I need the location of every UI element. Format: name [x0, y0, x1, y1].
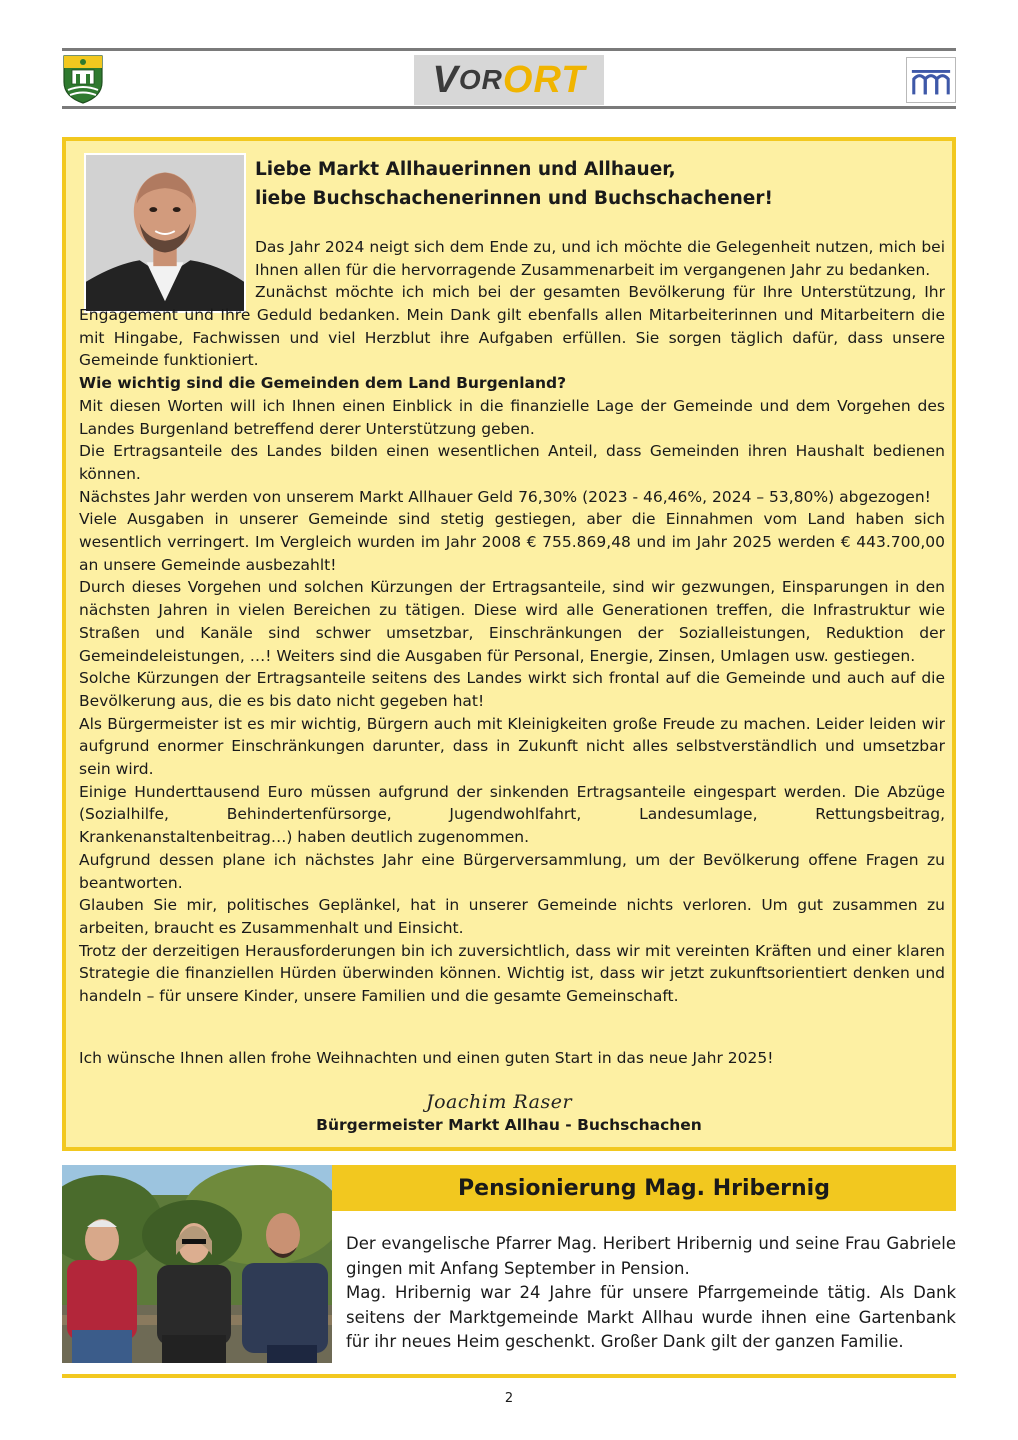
footer-rule — [62, 1374, 956, 1378]
handwritten-signature: Joachim Raser — [426, 1091, 573, 1113]
signer-title: Bürgermeister Markt Allhau - Buchschachen — [316, 1116, 702, 1134]
letter-paragraph: Solche Kürzungen der Ertragsanteile seitens des Landes wirkt sich frontal auf die Gemeinde und auch auf die Bevölkerung aus, die es bis dato nicht gegeben hat! — [79, 669, 945, 710]
intro-paragraph: Das Jahr 2024 neigt sich dem Ende zu, und ich möchte die Gelegenheit nutzen, mich bei Ihnen allen für die hervorragende Zusammenarbeit im vergangenen Jahr zu bedanken. — [255, 238, 945, 279]
letter-intro — [255, 236, 945, 304]
brand-vor-v: V — [432, 58, 459, 101]
letter-paragraph: Mit diesen Worten will ich Ihnen einen Einblick in die finanzielle Lage der Gemeinde und dem Vorgehen des Landes Burgenland betreffend derer Unterstützung geben. — [79, 396, 945, 438]
letter-paragraph: Nächstes Jahr werden von unserem Markt Allhauer Geld 76,30% (2023 - 46,46%, 2024 – 53,80%) abgezogen! — [79, 487, 931, 506]
news-body — [346, 1232, 956, 1355]
intro-paragraph-2: Zunächst möchte ich mich bei der gesamten Bevölkerung für Ihre Unterstützung, Ihr — [255, 283, 945, 302]
letter-paragraph: Einige Hunderttausend Euro müssen aufgrund der sinkenden Ertragsanteile eingespart werden. Die Abzüge (Sozialhilfe, Behindertenfürsorge, Jugendwohlfahrt, Landesumlage, Rettungsbeitrag, Krankenanstaltenbeitrag…) haben deutlich zugenommen. — [79, 782, 945, 847]
news-paragraph: Der evangelische Pfarrer Mag. Heribert Hribernig und seine Frau Gabriele gingen mit Anfang September in Pension. — [346, 1234, 956, 1278]
letter-body — [79, 304, 945, 1008]
mayor-portrait-photo — [84, 153, 246, 313]
letter-paragraph: Trotz der derzeitigen Herausforderungen bin ich zuversichtlich, dass wir mit vereinten Kräften und einer klaren Strategie die finanziellen Hürden überwinden können. Wichtig ist, dass wir jetzt zukunftsorientiert denken und handeln – für unsere Kinder, unsere Familien und die gesamte Gemeinschaft. — [79, 941, 945, 1006]
brand-vor-rest: OR — [458, 64, 503, 95]
letter-salutation — [255, 155, 945, 213]
vorort-logo — [414, 55, 604, 105]
salutation-line-1: Liebe Markt Allhauerinnen und Allhauer, — [255, 159, 676, 180]
news-headline: Pensionierung Mag. Hribernig — [458, 1175, 830, 1201]
header-top-rule — [62, 48, 956, 51]
letter-paragraph: Als Bürgermeister ist es mir wichtig, Bürgern auch mit Kleinigkeiten große Freude zu machen. Leider leiden wir aufgrund enormer Einschränkungen darunter, dass in Zukunft nicht alles selbstverständlich und umsetzbar sein wird. — [79, 714, 945, 779]
mayor-letter-box — [62, 137, 956, 1151]
header-bottom-rule — [62, 106, 956, 109]
news-headline-bar — [332, 1165, 956, 1211]
letter-paragraph: Aufgrund dessen plane ich nächstes Jahr eine Bürgerversammlung, um der Bevölkerung offene Fragen zu beantworten. — [79, 850, 945, 892]
letter-paragraph: Durch dieses Vorgehen und solchen Kürzungen der Ertragsanteile, sind wir gezwungen, Einsparungen in den nächsten Jahren in vielen Bereichen zu tätigen. Diese wird alle Generationen treffen, die Infrastruktur wie Straßen und Kanäle sind schwer umsetzbar, Einschränkungen der Sozialleistungen, Reduktion der Gemeindeleistungen, …! Weiters sind die Ausgaben für Personal, Energie, Zinsen, Umlagen usw. gestiegen. — [79, 578, 945, 665]
page-number: 2 — [504, 1391, 514, 1406]
letter-paragraph: Die Ertragsanteile des Landes bilden einen wesentlichen Anteil, dass Gemeinden ihren Haushalt bedienen können. — [79, 442, 945, 483]
brand-ort: ORT — [502, 58, 586, 101]
retirement-group-photo — [62, 1165, 332, 1363]
letter-paragraph: Viele Ausgaben in unserer Gemeinde sind stetig gestiegen, aber die Einnahmen vom Land haben sich wesentlich verringert. Im Vergleich wurden im Jahr 2008 € 755.869,48 und im Jahr 2025 werden € 443.700,00 an unsere Gemeinde ausbezahlt! — [79, 510, 945, 574]
letter-question-heading: Wie wichtig sind die Gemeinden dem Land Burgenland? — [79, 374, 567, 393]
news-paragraph: Mag. Hribernig war 24 Jahre für unsere Pfarrgemeinde tätig. Als Dank seitens der Marktgemeinde Markt Allhau wurde ihnen eine Gartenbank für ihr neues Heim geschenkt. Großer Dank gilt der ganzen Familie. — [346, 1283, 956, 1351]
bridge-logo-icon — [906, 57, 956, 103]
salutation-line-2: liebe Buchschachenerinnen und Buchschachener! — [255, 188, 773, 209]
letter-paragraph: Glauben Sie mir, politisches Geplänkel, hat in unserer Gemeinde nichts verloren. Um gut zusammen zu arbeiten, braucht es Zusammenhalt und Einsicht. — [79, 896, 945, 937]
municipal-crest-icon — [62, 54, 104, 104]
letter-paragraph: Engagement und Ihre Geduld bedanken. Mein Dank gilt ebenfalls allen Mitarbeiterinnen und Mitarbeitern die mit Hingabe, Fachwissen und viel Herzblut ihre Aufgaben erfüllen. Sie sorgen täglich dafür, dass unsere Gemeinde funktioniert. — [79, 306, 945, 370]
letter-closing: Ich wünsche Ihnen allen frohe Weihnachten und einen guten Start in das neue Jahr 2025! — [79, 1049, 774, 1067]
